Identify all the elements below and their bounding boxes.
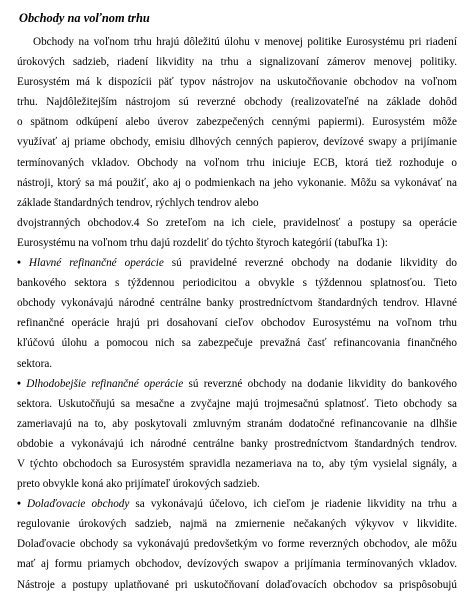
text-line: termínovaných vkladov. Obchody na voľnom trhu iniciuje ECB, ktorá tiež rozhoduje o [17,156,457,169]
text-line: Dolaďovacie obchody sa vykonávajú predovšetkým vo forme reverzných obchodov, ale môžu [17,538,457,551]
text-line: trhu. Najdôležitejším nástrojom sú reverzné obchody (realizovateľné na základe dohôd [17,96,457,109]
text-line: úrokových sadzieb, riadení likvidity na trhu a signalizovaní zámerov menovej politiky. [17,56,457,69]
text-line: Obchody na voľnom trhu hrajú dôležitú úlohu v menovej politike Eurosystému pri riadení [33,36,457,48]
text-line: využívať aj priame obchody, emisiu dlhových cenných papierov, devízové swapy a prijímanie [17,136,457,149]
text-line: sektora. [17,357,53,370]
text-line: bankového sektora s týždennou periodicitou a obvykle s týždennou splatnosťou. Tieto [17,277,457,290]
list-item-longer-term-refinancing [17,374,457,495]
list-item-term: Dlhodobejšie refinančné operácie [26,377,184,390]
list-item-first-line [17,253,457,273]
list-item-first-line [17,374,457,394]
text-line: preto obvykle koná ako prijímateľ úrokových sadzieb. [17,478,260,491]
text-line: Eurosystému na voľnom trhu dajú rozdeliť do týchto štyroch kategórií (tabuľka 1): [17,236,388,249]
text-line: o spätnom odkúpení alebo úverov zabezpečených cennými papiermi). Eurosystém môže [17,116,457,129]
paragraph-intro [17,32,457,253]
list-item-term: Hlavné refinančné operácie [28,257,164,270]
list-item-fine-tuning [17,494,457,594]
text-line: dvojstranných obchodov.4 So zreteľom na ich ciele, pravidelnosť a postupy sa operácie [17,216,457,229]
bullet: • [17,257,21,270]
document-page [17,10,457,595]
text-line: refinančné operácie hrajú pri dosahovaní cieľov obchodov Eurosystému na voľnom trhu [17,317,457,330]
text-line: zameriavajú na to, aby poskytovali zmluvným stranám dodatočné refinancovanie na dlhšie [17,417,457,430]
list-item-main-refinancing [17,253,457,374]
text-line: mať aj formu priamych obchodov, devízových swapov a prijímania termínovaných vkladov. [17,558,457,571]
text-line: regulovanie úrokových sadzieb, najmä na zmiernenie nečakaných výkyvov v likvidite. [17,518,457,531]
text-line: sektora. Uskutočňujú sa mesačne a zvyčajne majú trojmesačnú splatnosť. Tieto obchody sa [17,397,457,410]
text-line: nástroji, ktorý sa má použiť, ako aj o podmienkach na jeho vykonanie. Môžu sa vykonávať na [17,176,457,189]
bullet: • [17,377,21,390]
section-heading: Obchody na voľnom trhu [19,11,150,25]
text-line: základe štandardných tendrov, rýchlych tendrov alebo [17,196,259,209]
text-line: obchody vykonávajú národné centrálne banky prostredníctvom štandardných tendrov. Hlavné [17,297,457,310]
text-line: obdobie a vykonávajú ich národné centrálne banky prostredníctvom štandardných tendrov. [17,437,457,450]
list-item-term: Dolaďovacie obchody [27,498,130,511]
list-item-first-line [17,494,457,514]
list-item-text: sa vykonávajú účelovo, ich cieľom je riadenie likvidity na trhu a [129,498,458,511]
text-line: V týchto obchodoch sa Eurosystém spravidla nezameriava na to, aby tým vysielal signály, a [17,457,457,470]
text-line: kľúčovú úlohu a pomocou nich sa zabezpečuje prevažná časť refinancovania finančného [17,337,457,350]
text-line: Nástroje a postupy uplatňované pri uskutočňovaní dolaďovacích obchodov sa prispôsobujú [17,578,457,591]
text-line: Eurosystém má k dispozícii päť typov nástrojov na uskutočňovanie obchodov na voľnom [17,76,457,89]
bullet: • [17,498,21,511]
list-item-text: sú pravidelné reverzné obchody na dodanie likvidity do [163,257,457,270]
list-item-text: sú reverzné obchody na dodanie likvidity do bankového [183,377,457,390]
